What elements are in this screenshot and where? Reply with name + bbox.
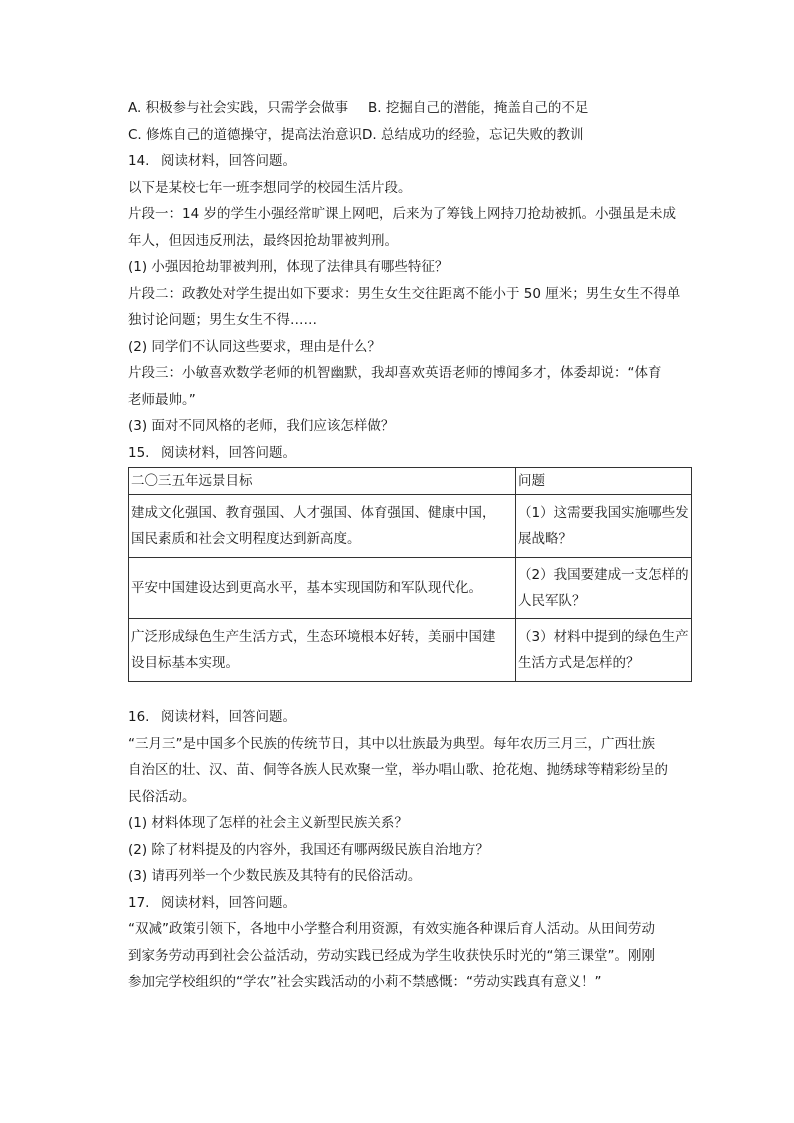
q14-title: 阅读材料，回答问题。 bbox=[161, 153, 296, 169]
q15-goal-line: 广泛形成绿色生产生活方式，生态环境根本好转，美丽中国建 bbox=[131, 629, 496, 645]
q14-segment1-line2: 年人，但因违反刑法，最终因抢劫罪被判刑。 bbox=[128, 232, 398, 249]
q15-table-cell-question bbox=[516, 619, 692, 682]
q14-segment3-line1: 片段三：小敏喜欢数学老师的机智幽默，我却喜欢英语老师的博闻多才，体委却说：“体育 bbox=[128, 365, 662, 381]
q15-table-cell-question bbox=[516, 495, 692, 558]
q16-title: 阅读材料，回答问题。 bbox=[161, 709, 296, 725]
q15-table-header-right: 问题 bbox=[516, 468, 692, 495]
q15-goal-line: 国民素质和社会文明程度达到新高度。 bbox=[131, 531, 361, 547]
spacer bbox=[128, 682, 694, 704]
q13-options-row-2 bbox=[128, 122, 694, 149]
q15-goal-line: 建成文化强国、教育强国、人才强国、体育强国、健康中国， bbox=[131, 505, 496, 521]
q16-paragraph-line1: “三月三”是中国多个民族的传统节日，其中以壮族最为典型。每年农历三月三，广西壮族 bbox=[128, 735, 655, 752]
q15-table-cell-goal bbox=[129, 558, 516, 619]
q15-table-cell-goal bbox=[129, 495, 516, 558]
q13-option-b: B. 挖掘自己的潜能，掩盖自己的不足 bbox=[368, 100, 589, 116]
q14-sub-question-3: (3) 面对不同风格的老师，我们应该怎样做？ bbox=[128, 418, 395, 434]
q15-table-header-row bbox=[129, 468, 692, 495]
q15-title: 阅读材料，回答问题。 bbox=[161, 444, 296, 461]
q15-question-line: （3）材料中提到的绿色生产 bbox=[518, 629, 689, 645]
q17-paragraph-line1: “双减”政策引领下，各地中小学整合利用资源，有效实施各种课后育人活动。从田间劳动 bbox=[128, 921, 655, 937]
q15-question-line: 展战略？ bbox=[518, 531, 572, 547]
q15-question-line: （1）这需要我国实施哪些发 bbox=[518, 505, 689, 521]
q14-number: 14. bbox=[128, 153, 150, 169]
q15-table-row bbox=[129, 495, 692, 558]
q13-options-row-1 bbox=[128, 95, 694, 122]
q15-question-line: 生活方式是怎样的？ bbox=[518, 655, 640, 671]
q15-heading bbox=[128, 440, 694, 467]
q15-table bbox=[128, 467, 692, 682]
q14-sub-question-1: (1) 小强因抢劫罪被判刑，体现了法律具有哪些特征？ bbox=[128, 259, 449, 275]
page-content bbox=[128, 95, 694, 996]
q15-question-line: （2）我国要建成一支怎样的 bbox=[518, 567, 689, 583]
q16-number: 16. bbox=[128, 709, 150, 725]
q16-paragraph-line3: 民俗活动。 bbox=[128, 788, 196, 805]
q16-sub-question-2: (2) 除了材料提及的内容外，我国还有哪两级民族自治地方？ bbox=[128, 841, 489, 858]
q16-paragraph-line2: 自治区的壮、汉、苗、侗等各族人民欢聚一堂，举办唱山歌、抢花炮、抛绣球等精彩纷呈的 bbox=[128, 762, 668, 778]
q16-sub-question-1: (1) 材料体现了怎样的社会主义新型民族关系？ bbox=[128, 815, 408, 831]
q14-segment1-line1: 片段一：14 岁的学生小强经常旷课上网吧，后来为了筹钱上网持刀抢劫被抓。小强虽是未成 bbox=[128, 206, 676, 222]
q14-intro: 以下是某校七年一班李想同学的校园生活片段。 bbox=[128, 179, 412, 196]
q16-sub-question-3: (3) 请再列举一个少数民族及其特有的民俗活动。 bbox=[128, 868, 422, 884]
q15-table-row bbox=[129, 619, 692, 682]
q17-number: 17. bbox=[128, 894, 150, 911]
q17-title: 阅读材料，回答问题。 bbox=[161, 894, 296, 911]
q17-heading bbox=[128, 890, 694, 917]
q15-table-cell-goal bbox=[129, 619, 516, 682]
q13-option-d: D. 总结成功的经验，忘记失败的教训 bbox=[362, 126, 584, 143]
q14-heading bbox=[128, 148, 694, 175]
q14-segment3-line2: 老师最帅。” bbox=[128, 391, 196, 408]
q14-segment2-line1: 片段二：政教处对学生提出如下要求：男生女生交往距离不能小于 50 厘米；男生女生不得单 bbox=[128, 285, 681, 302]
q17-paragraph-line3: 参加完学校组织的“学农”社会实践活动的小莉不禁感慨：“劳动实践真有意义！” bbox=[128, 974, 602, 990]
q16-heading bbox=[128, 704, 694, 731]
q13-option-c: C. 修炼自己的道德操守，提高法治意识 bbox=[128, 126, 363, 143]
q15-question-line: 人民军队？ bbox=[518, 593, 586, 609]
q14-segment2-line2: 独讨论问题；男生女生不得…… bbox=[128, 312, 317, 328]
q15-table-row bbox=[129, 558, 692, 619]
q15-goal-line: 平安中国建设达到更高水平，基本实现国防和军队现代化。 bbox=[131, 580, 482, 596]
q15-goal-line: 设目标基本实现。 bbox=[131, 655, 239, 671]
q15-table-cell-question bbox=[516, 558, 692, 619]
q15-table-header-left: 二〇三五年远景目标 bbox=[129, 468, 516, 495]
q14-sub-question-2: (2) 同学们不认同这些要求，理由是什么？ bbox=[128, 338, 381, 355]
q17-paragraph-line2: 到家务劳动再到社会公益活动，劳动实践已经成为学生收获快乐时光的“第三课堂”。刚刚 bbox=[128, 947, 655, 964]
q13-option-a: A. 积极参与社会实践，只需学会做事 bbox=[128, 100, 349, 116]
q15-number: 15. bbox=[128, 444, 150, 461]
